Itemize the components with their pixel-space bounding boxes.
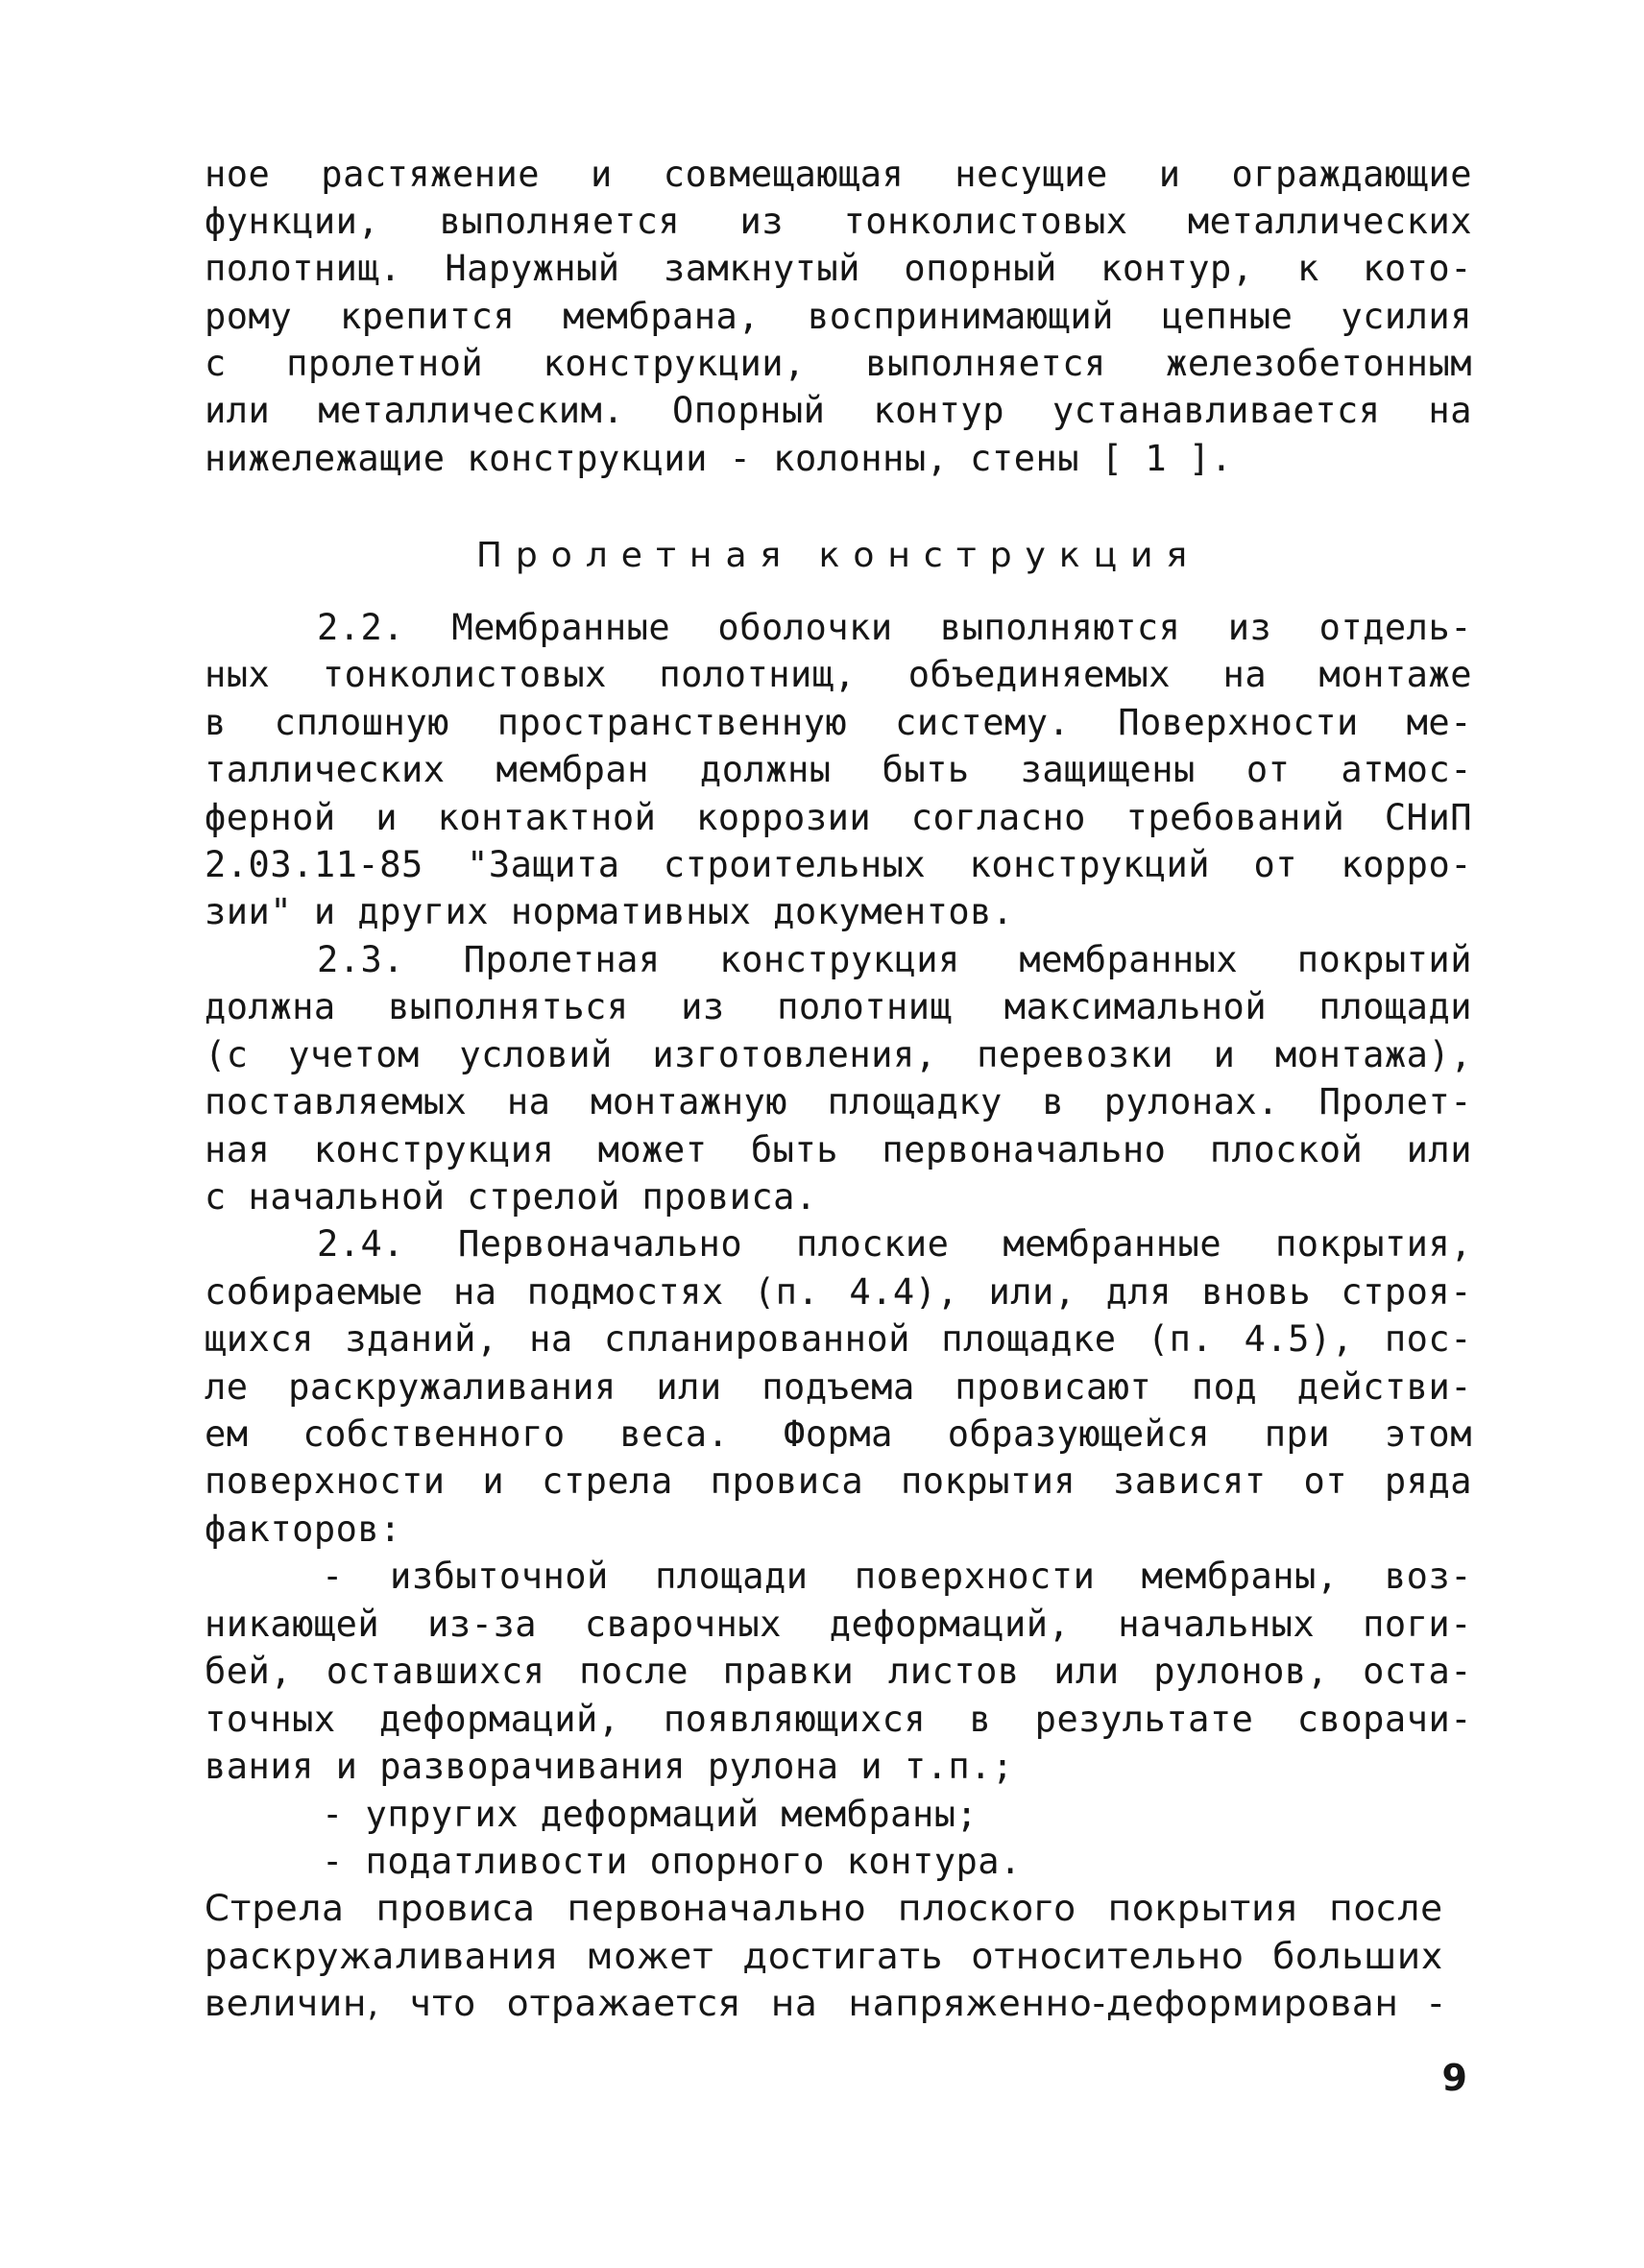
paragraph-2-2-line: 2.2. Мембранные оболочки выполняются из отдель- <box>317 607 1472 648</box>
closing-line: Стрела провиса первоначально плоского покрытия после <box>205 1888 1443 1929</box>
paragraph-2-2-line: в сплошную пространственную систему. Поверхности ме- <box>205 702 1472 743</box>
paragraph-2-2-line: зии" и других нормативных документов. <box>205 891 1014 932</box>
intro-line: с пролетной конструкции, выполняется железобетонным <box>205 343 1472 384</box>
paragraph-2-3-line: должна выполняться из полотнищ максимальной площади <box>205 986 1472 1027</box>
list-item-line: - избыточной площади поверхности мембраны, воз- <box>322 1556 1472 1597</box>
paragraph-2-2-line: 2.03.11-85 "Защита строительных конструкций от корро- <box>205 844 1472 885</box>
intro-line: функции, выполняется из тонколистовых металлических <box>205 201 1472 242</box>
list-item-line: вания и разворачивания рулона и т.п.; <box>205 1746 1014 1787</box>
paragraph-2-4-line: собираемые на подмостях (п. 4.4), или, для вновь строя- <box>205 1271 1472 1313</box>
list-item-line: точных деформаций, появляющихся в результате сворачи- <box>205 1699 1472 1740</box>
intro-line: нижележащие конструкции - колонны, стены [ 1 ]. <box>205 438 1233 479</box>
intro-line: полотнищ. Наружный замкнутый опорный контур, к кото- <box>205 248 1472 289</box>
closing-line: величин, что отражается на напряженно-деформирован - <box>205 1983 1443 2024</box>
paragraph-2-2-line: ных тонколистовых полотнищ, объединяемых на монтаже <box>205 654 1472 695</box>
list-item: - податливости опорного контура. <box>322 1841 1022 1882</box>
paragraph-2-3-line: с начальной стрелой провиса. <box>205 1176 817 1218</box>
paragraph-2-4-line: ем собственного веса. Форма образующейся при этом <box>205 1413 1472 1455</box>
paragraph-2-3-line: (с учетом условий изготовления, перевозки и монтажа), <box>205 1034 1472 1075</box>
paragraph-2-3-line: ная конструкция может быть первоначально плоской или <box>205 1129 1472 1170</box>
paragraph-2-2-line: ферной и контактной коррозии согласно требований СНиП <box>205 797 1472 838</box>
paragraph-2-4-line: 2.4. Первоначально плоские мембранные покрытия, <box>317 1223 1472 1265</box>
list-item-line: никающей из-за сварочных деформаций, начальных поги- <box>205 1604 1472 1645</box>
paragraph-2-4-line: ле раскружаливания или подъема провисают под действи- <box>205 1366 1472 1408</box>
paragraph-2-2-line: таллических мембран должны быть защищены от атмос- <box>205 749 1472 790</box>
intro-line: или металлическим. Опорный контур устанавливается на <box>205 390 1472 431</box>
paragraph-2-4-line: щихся зданий, на спланированной площадке (п. 4.5), пос- <box>205 1318 1472 1360</box>
paragraph-2-3-line: поставляемых на монтажную площадку в рулонах. Пролет- <box>205 1081 1472 1122</box>
closing-line: раскружаливания может достигать относительно больших <box>205 1936 1443 1977</box>
list-item-line: бей, оставшихся после правки листов или рулонов, оста- <box>205 1651 1472 1692</box>
intro-line: рому крепится мембрана, воспринимающий цепные усилия <box>205 296 1472 337</box>
list-item: - упругих деформаций мембраны; <box>322 1794 979 1835</box>
paragraph-2-3-line: 2.3. Пролетная конструкция мембранных покрытий <box>317 939 1472 980</box>
paragraph-2-4-line: факторов: <box>205 1508 401 1550</box>
paragraph-2-4-line: поверхности и стрела провиса покрытия зависят от ряда <box>205 1460 1472 1502</box>
section-heading: Пролетная конструкция <box>475 536 1201 575</box>
intro-line: ное растяжение и совмещающая несущие и ограждающие <box>205 154 1472 195</box>
page-number: 9 <box>1441 2057 1467 2099</box>
